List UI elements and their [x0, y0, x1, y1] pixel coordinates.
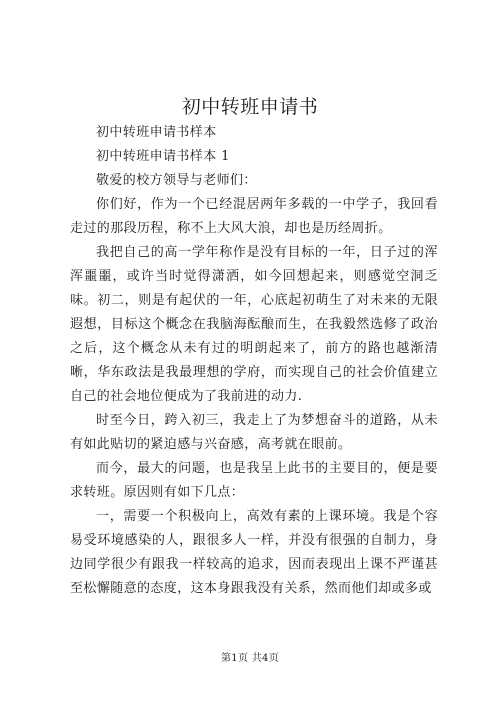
- paragraph: 而今，最大的问题，也是我呈上此书的主要目的，便是要求转班。原因则有如下几点：: [70, 461, 438, 500]
- paragraph: 我把自己的高一学年称作是没有目标的一年，日子过的浑浑噩噩，或许当时觉得潇洒，如今回想起来，则感觉空洞乏味。初二，则是有起伏的一年，心底起初萌生了对未来的无限遐想，目标这个概念在我脑海酝酿而生，在我毅然选修了政治之后，这个概念从未有过的明朗起来了，前方的路也越渐清晰，华东政法是我最理想的学府，而实现自己的社会价值建立自己的社会地位便成为了我前进的动力.: [70, 245, 438, 404]
- document-title: 初中转班申请书: [181, 96, 319, 118]
- page-number-footer: 第1页 共4页: [220, 653, 279, 664]
- paragraph: 时至今日，跨入初三，我走上了为梦想奋斗的道路，从未有如此贴切的紧迫感与兴奋感，高考就在眼前。: [70, 413, 438, 452]
- document-body: [70, 121, 438, 601]
- paragraph: 一，需要一个积极向上，高效有素的上课环境。我是个容易受环境感染的人，跟很多人一样，并没有很强的自制力，身边同学很少有跟我一样较高的追求，因而表现出上课不严谨甚至松懈随意的态度，这本身跟我没有关系，然而他们却或多或: [70, 509, 438, 596]
- paragraph: 你们好，作为一个已经混居两年多载的一中学子，我回看走过的那段历程，称不上大风大浪，却也是历经周折。: [70, 197, 438, 236]
- paragraph: 初中转班申请书样本: [96, 125, 217, 140]
- paragraph: 初中转班申请书样本 1: [96, 149, 230, 164]
- paragraph: 敬爱的校方领导与老师们：: [96, 173, 257, 188]
